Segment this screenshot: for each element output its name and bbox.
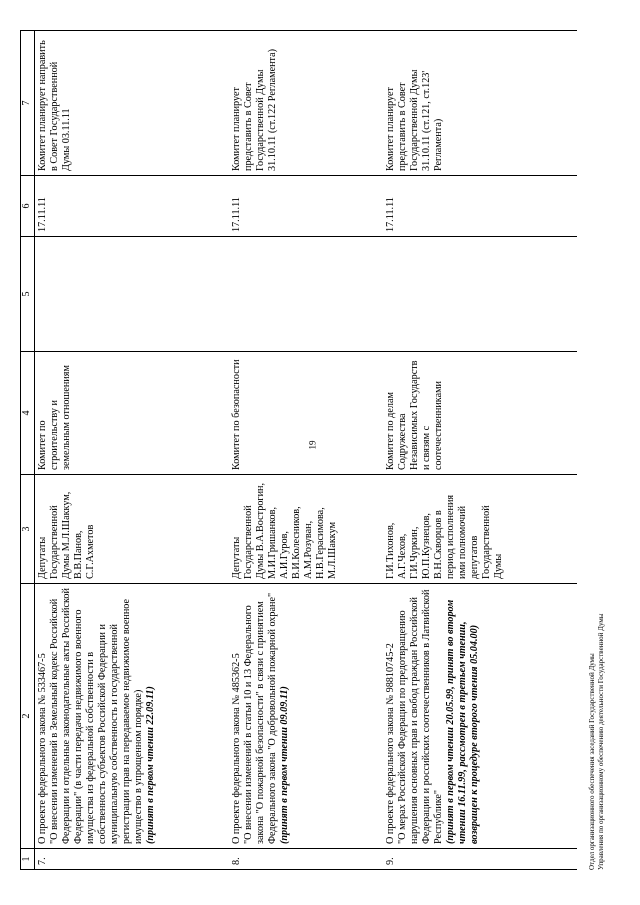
bill-body: "О внесении изменений в Земельный кодекс Российской Федерации и отдельные законодательные акты Российской Федерации" (в части передачи недвижимого военного имущества из федеральной собственности в собственность субъектов Российской Федерации и муниципальную собственность и государственной регистрации прав на передаваемое недвижимое военное имущество в упрощенном порядке)	[49, 588, 144, 844]
row-number: 8.	[229, 849, 383, 870]
bill-body: "О внесении изменений в статьи 10 и 13 Федерального закона "О пожарной безопасности" в связи с принятием Федерального закона "О добровольной пожарной охране"	[243, 592, 278, 844]
note-cell: Комитет планирует представить в Совет Государственной Думы 31.10.11 (ст.122 Регламента)	[229, 31, 383, 176]
footer-line: Управления по организационному обеспечению деятельности Государственной Думы	[597, 613, 605, 870]
date-cell: 17.11.11	[383, 176, 577, 237]
authors-cell: Депутаты Государственной Думы М.Л.Шаккум, В.В.Панов, С.Г.Ахметов	[35, 475, 230, 584]
bill-title: О проекте федерального закона № 533467-5	[37, 653, 48, 844]
bill-cell	[383, 584, 577, 849]
authors-cell: Депутаты Государственной Думы В.А.Вострогин, М.И.Гришанков, А.И.Гуров, В.И.Колесников, А.М.Розуван, Н.В.Герасимова, М.Л.Шаккум	[229, 475, 383, 584]
authors-cell: Г.И.Тихонов, А.Г.Чехов, Г.И.Чуркин, Ю.П.Кузнецов, В.Н.Скворцов в период исполнения ими полномочий депутатов Государственной Думы	[383, 475, 577, 584]
bill-status: (принят в первом чтении 22.09.11)	[145, 686, 156, 844]
agenda-table	[20, 30, 577, 870]
empty-cell	[229, 237, 383, 352]
column-header: 5	[21, 237, 35, 352]
date-cell: 17.11.11	[229, 176, 383, 237]
column-header: 4	[21, 352, 35, 475]
empty-cell	[383, 237, 577, 352]
table-row	[35, 31, 230, 870]
bill-title: О проекте федерального закона № 485362-5	[231, 653, 242, 844]
bill-title: О проекте федерального закона № 98810745-2	[385, 643, 396, 844]
bill-cell	[35, 584, 230, 849]
column-header: 6	[21, 176, 35, 237]
date-cell: 17.11.11	[35, 176, 230, 237]
row-number: 9.	[383, 849, 577, 870]
table-row	[383, 31, 577, 870]
column-header: 7	[21, 31, 35, 176]
footer-line: Отдел организационного обеспечения заседаний Государственной Думы	[588, 653, 596, 870]
column-header: 1	[21, 849, 35, 870]
column-header: 2	[21, 584, 35, 849]
footer	[588, 614, 606, 870]
table-row	[229, 31, 383, 870]
page-number: 19	[307, 440, 318, 450]
column-header-row	[21, 31, 35, 870]
committee-cell: Комитет по строительству и земельным отношениям	[35, 352, 230, 475]
rotated-page	[20, 30, 610, 870]
bill-body: "О мерах Российской Федерации по предотвращению нарушения основных прав и свобод граждан Российской Федерации и российских соотечественников в Латвийской Республике"	[397, 589, 444, 844]
bill-status: (принят в первом чтении 09.09.11)	[279, 686, 290, 844]
row-number: 7.	[35, 849, 230, 870]
note-cell: Комитет планирует представить в Совет Государственной Думы 31.10.11 (ст.121, ст.123' Регламента)	[383, 31, 577, 176]
bill-cell	[229, 584, 383, 849]
bill-status: (принят в первом чтении 20.05.99, принят во втором чтении 16.11.99, рассмотрен в третьем чтении, возвращен к процедуре второго чтения 05.04.00)	[445, 599, 480, 844]
committee-cell: Комитет по безопасности	[229, 352, 383, 475]
committee-cell: Комитет по делам Содружества Независимых Государств и связям с соотечественниками	[383, 352, 577, 475]
note-cell: Комитет планирует направить в Совет Государственной Думы 03.11.11	[35, 31, 230, 176]
empty-cell	[35, 237, 230, 352]
column-header: 3	[21, 475, 35, 584]
